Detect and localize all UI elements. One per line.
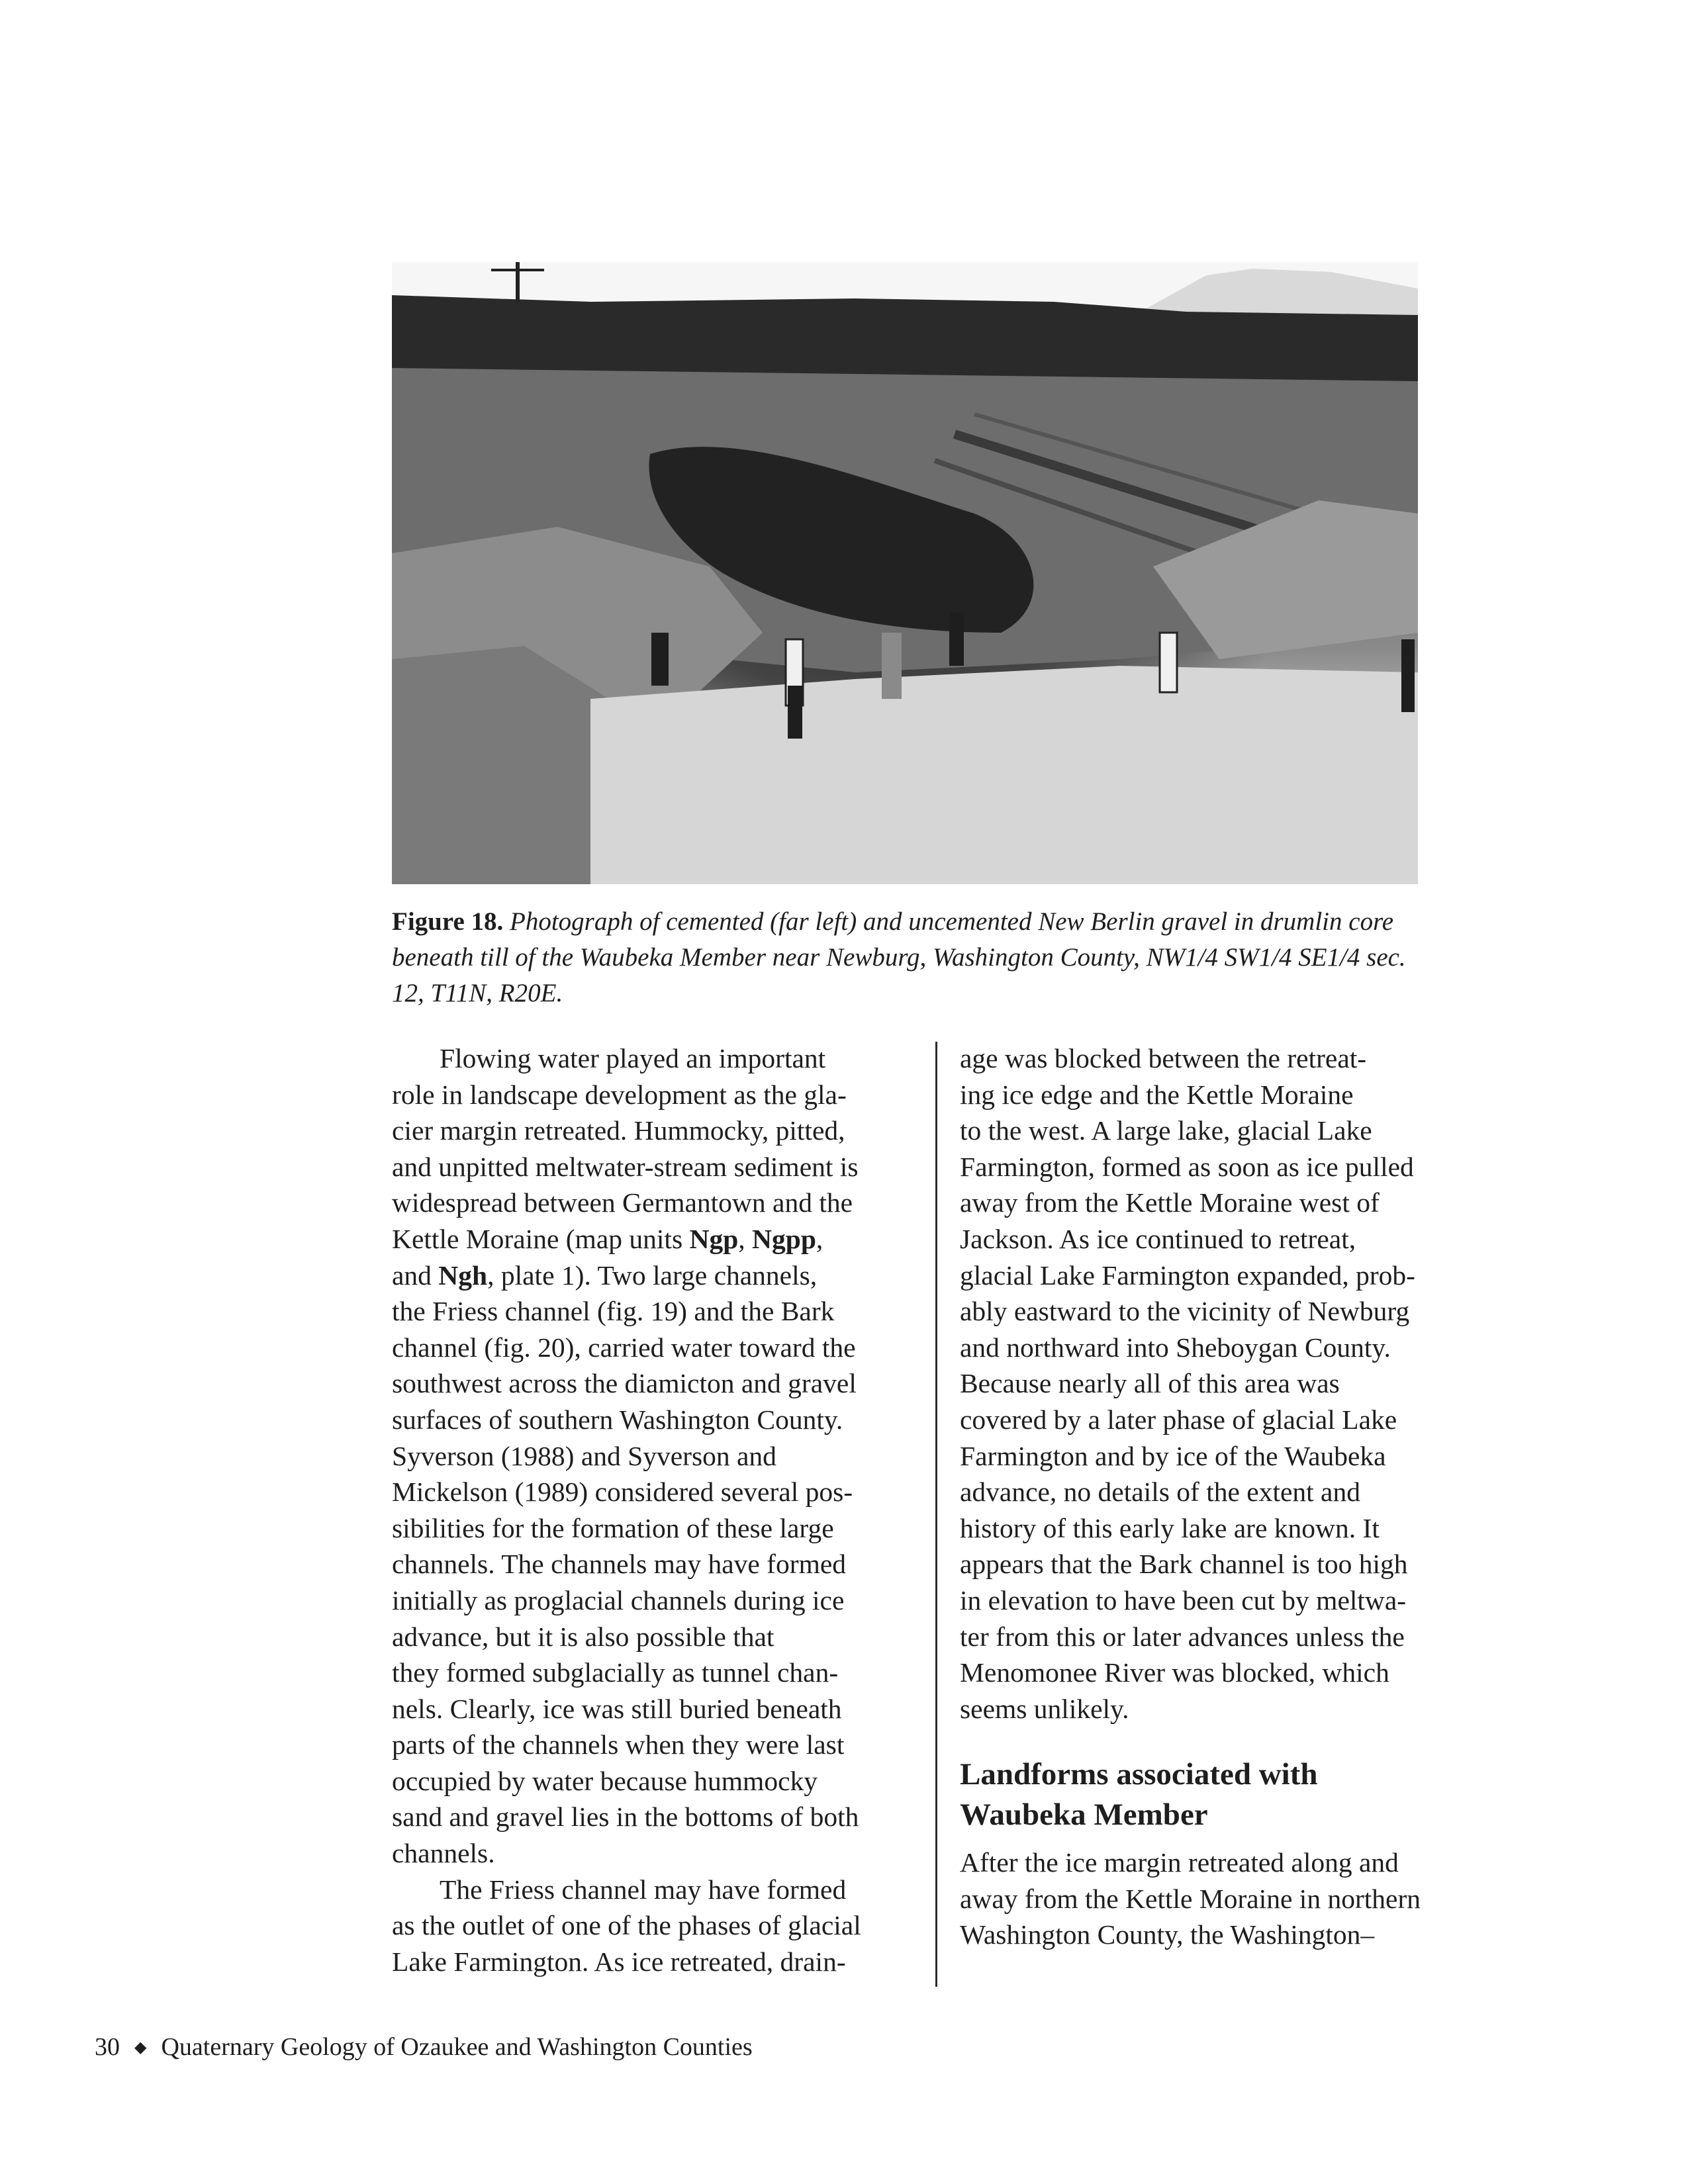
body-line: channels. [392,1838,495,1869]
diamond-icon: ◆ [134,2038,147,2056]
body-line: ter from this or later advances unless the [960,1621,1405,1652]
text-fragment: Kettle Moraine (map units [392,1223,690,1254]
body-line: nels. Clearly, ice was still buried beneath [392,1693,842,1724]
caption-text-line3: 12, T11N, R20E. [392,979,563,1007]
body-line: away from the Kettle Moraine west of [960,1187,1380,1218]
body-line-map-unit-ngh [392,1257,915,1294]
body-line: parts of the channels when they were last [392,1729,845,1760]
text-fragment: and [392,1259,439,1291]
body-line: Farmington, formed as soon as ice pulled [960,1151,1414,1182]
figure-caption [392,904,1477,1011]
text-fragment: , [816,1223,823,1254]
body-line: Menomonee River was blocked, which [960,1657,1389,1688]
body-line: surfaces of southern Washington County. [392,1404,843,1435]
body-line: advance, no details of the extent and [960,1477,1360,1508]
body-line: Jackson. As ice continued to retreat, [960,1223,1356,1254]
body-line: widespread between Germantown and the [392,1187,853,1218]
map-unit-ngp: Ngp [689,1223,739,1254]
body-line: and unpitted meltwater-stream sediment is [392,1151,859,1182]
body-line: cier margin retreated. Hummocky, pitted, [392,1115,845,1146]
column-divider [935,1042,937,1987]
body-line: southwest across the diamicton and gravel [392,1368,857,1399]
body-line: advance, but it is also possible that [392,1621,774,1652]
body-line: initially as proglacial channels during ice [392,1584,845,1615]
caption-text-line2: beneath till of the Waubeka Member near Newburg, Washington County, NW1/4 SW1/4 SE1/4 sec. [392,943,1406,972]
body-line: Mickelson (1989) considered several pos- [392,1477,853,1508]
section-heading-line2: Waubeka Member [960,1797,1208,1833]
body-line: occupied by water because hummocky [392,1765,818,1796]
body-line: ably eastward to the vicinity of Newburg [960,1296,1410,1327]
body-line: sand and gravel lies in the bottoms of both [392,1801,859,1833]
body-line: covered by a later phase of glacial Lake [960,1404,1397,1435]
caption-text-line1: Photograph of cemented (far left) and uncemented New Berlin gravel in drumlin core [503,907,1394,936]
body-line: sibilities for the formation of these large [392,1512,834,1543]
body-line: age was blocked between the retreat- [960,1043,1367,1073]
body-line: to the west. A large lake, glacial Lake [960,1115,1372,1146]
publication-title: Quaternary Geology of Ozaukee and Washington Counties [161,2033,753,2061]
body-line: they formed subglacially as tunnel chan- [392,1657,839,1688]
body-line: as the outlet of one of the phases of glacial [392,1910,861,1941]
right-text-column [960,1040,1489,1953]
body-line: ing ice edge and the Kettle Moraine [960,1079,1354,1110]
left-text-column [392,1040,915,1979]
body-line: away from the Kettle Moraine in northern [960,1883,1421,1914]
photo-illustration [392,262,1418,884]
body-line: and northward into Sheboygan County. [960,1332,1391,1363]
body-line: Because nearly all of this area was [960,1368,1340,1399]
body-line: channels. The channels may have formed [392,1549,847,1580]
body-line: appears that the Bark channel is too high [960,1549,1408,1580]
body-line: Lake Farmington. As ice retreated, drain- [392,1946,846,1977]
figure-18-photograph [392,262,1418,884]
body-line: Syverson (1988) and Syverson and [392,1440,776,1471]
page-number: 30 [95,2033,120,2061]
page-footer [95,2032,753,2065]
body-line: After the ice margin retreated along and [960,1847,1399,1878]
body-line-map-units [392,1221,915,1257]
body-line: channel (fig. 20), carried water toward the [392,1332,856,1363]
map-unit-ngpp: Ngpp [752,1223,816,1254]
body-line: the Friess channel (fig. 19) and the Bark [392,1296,835,1327]
figure-label: Figure 18. [392,907,504,936]
body-line: Flowing water played an important [440,1043,826,1073]
body-line: Washington County, the Washington– [960,1919,1375,1950]
section-heading-line1: Landforms associated with [960,1757,1318,1792]
text-fragment: , [738,1223,753,1254]
body-line: role in landscape development as the gla- [392,1079,847,1110]
body-line: history of this early lake are known. It [960,1512,1380,1543]
body-line: seems unlikely. [960,1693,1129,1724]
body-line: Farmington and by ice of the Waubeka [960,1440,1386,1471]
body-line: in elevation to have been cut by meltwa- [960,1584,1407,1615]
text-fragment: , plate 1). Two large channels, [487,1259,818,1291]
map-unit-ngh: Ngh [438,1259,488,1291]
body-line: The Friess channel may have formed [440,1874,847,1905]
body-line: glacial Lake Farmington expanded, prob- [960,1259,1415,1291]
